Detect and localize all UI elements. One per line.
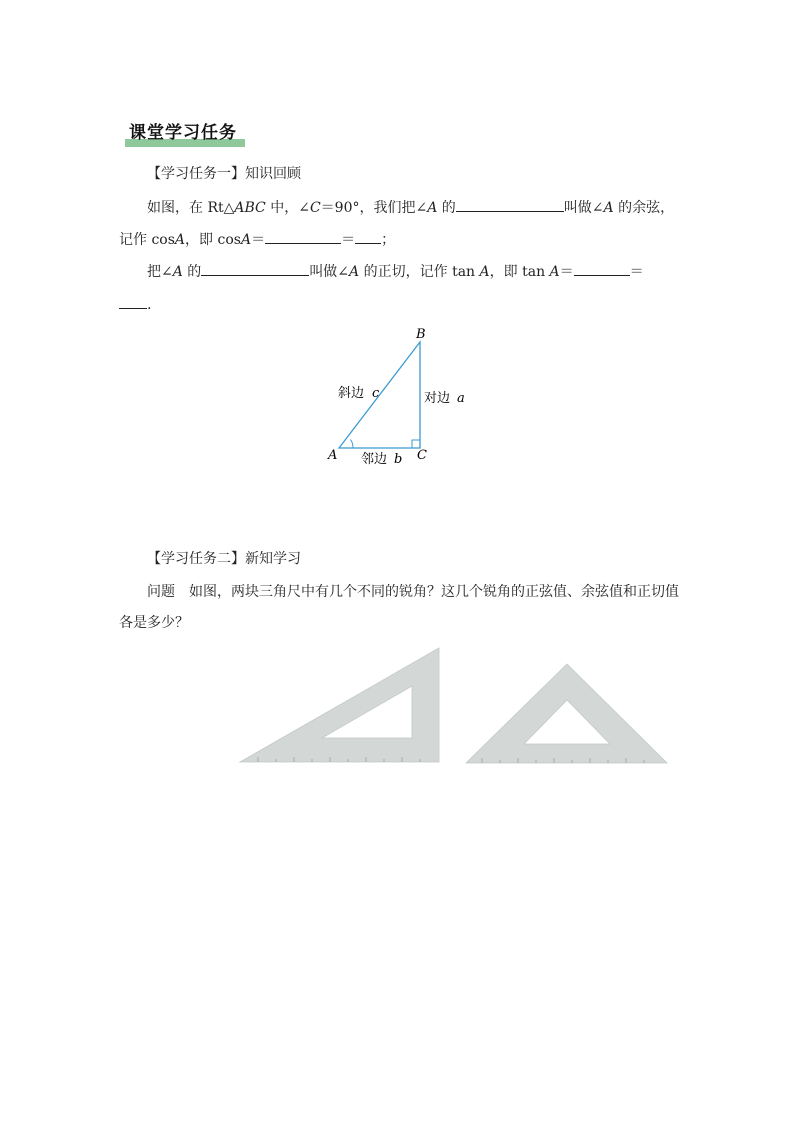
text: 叫做∠: [309, 264, 350, 280]
text: 记作 cos: [119, 232, 175, 248]
task1-line2: [119, 229, 679, 250]
task2-problem-line1: [119, 582, 707, 602]
text: ，即 cos: [185, 232, 241, 248]
set-square-body: [466, 664, 667, 763]
text: 如图，在 Rt△: [147, 200, 235, 216]
var-a: A: [427, 200, 438, 216]
blank-tan-definition[interactable]: [201, 261, 309, 276]
var-a: A: [603, 200, 614, 216]
blank-tan-ratio-letters[interactable]: [119, 294, 147, 309]
var-a: A: [349, 264, 360, 280]
text: ＝: [559, 264, 574, 280]
text: ；: [381, 232, 396, 248]
task2-heading: 【学习任务二】新知学习: [147, 551, 301, 567]
text: .: [147, 297, 152, 313]
right-triangle-figure: [320, 320, 480, 470]
opposite-label: 对边: [424, 391, 451, 406]
blank-tan-ratio-words[interactable]: [574, 261, 630, 276]
vertex-b-label: B: [416, 327, 426, 342]
text: 叫做∠: [563, 200, 604, 216]
vertex-c-label: C: [417, 448, 427, 463]
task2-problem-line2: 各是多少？: [119, 615, 189, 631]
blank-cos-ratio-words[interactable]: [265, 229, 341, 244]
var-a: A: [174, 232, 186, 248]
var-a: A: [549, 264, 560, 280]
task1-heading: 【学习任务一】知识回顾: [147, 166, 301, 182]
text: ＝: [341, 232, 356, 248]
var-a: A: [240, 232, 252, 248]
text: 的: [182, 264, 202, 280]
blank-cos-ratio-letters[interactable]: [355, 229, 381, 244]
hypotenuse-label: 斜边: [338, 386, 365, 401]
set-square-45: [464, 662, 670, 766]
text: 的正切，记作 tan: [359, 264, 480, 280]
var-abc: ABC: [234, 200, 266, 216]
text: ＝90°，我们把∠: [320, 200, 428, 216]
adjacent-var: b: [394, 452, 403, 467]
text: 把∠: [147, 264, 173, 280]
problem-text: 如图，两块三角尺中有几个不同的锐角？这几个锐角的正弦值、余弦值和正切值: [189, 584, 679, 600]
blank-cos-definition[interactable]: [456, 197, 564, 212]
angle-a-arc: [351, 440, 354, 449]
text: 的余弦，: [613, 200, 675, 216]
text: ＝: [251, 232, 266, 248]
hypotenuse-var: c: [372, 386, 380, 401]
var-a: A: [172, 264, 183, 280]
text: 的: [437, 200, 456, 216]
task1-line4: [119, 294, 679, 315]
text: ＝: [629, 264, 644, 280]
right-angle-mark: [412, 440, 420, 448]
adjacent-label: 邻边: [361, 452, 388, 467]
task1-line3: [119, 261, 707, 282]
task1-line1: [119, 197, 707, 218]
set-square-body: [240, 648, 439, 762]
var-c: C: [309, 200, 321, 216]
set-square-30-60: [238, 646, 442, 766]
problem-label: 问题: [147, 584, 175, 600]
text: 中，∠: [265, 200, 310, 216]
vertex-a-label: A: [328, 448, 338, 463]
text: ，即 tan: [489, 264, 550, 280]
var-a: A: [479, 264, 490, 280]
opposite-var: a: [457, 391, 465, 406]
section-title: 课堂学习任务: [129, 123, 237, 143]
